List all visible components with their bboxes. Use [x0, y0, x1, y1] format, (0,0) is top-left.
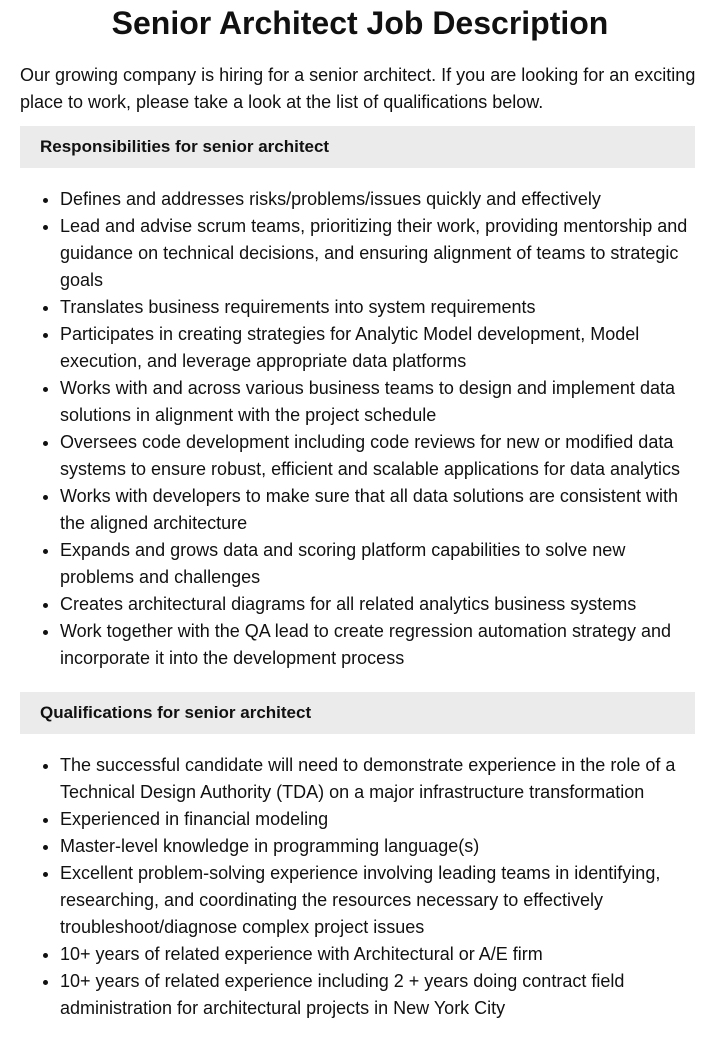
responsibilities-list — [20, 186, 695, 672]
list-item: • Work together with the QA lead to create regression automation strategy and incorporate it into the development process — [60, 618, 695, 672]
list-item: • Defines and addresses risks/problems/issues quickly and effectively — [60, 186, 695, 213]
page-title: Senior Architect Job Description — [111, 5, 609, 41]
list-item: • 10+ years of related experience including 2 + years doing contract field administration for architectural projects in New York City — [60, 968, 695, 1022]
qualifications-list — [20, 752, 695, 1022]
list-item: • Master-level knowledge in programming language(s) — [60, 833, 695, 860]
list-item: • Participates in creating strategies for Analytic Model development, Model execution, and leverage appropriate data platforms — [60, 321, 695, 375]
list-item: • Works with and across various business teams to design and implement data solutions in alignment with the project schedule — [60, 375, 695, 429]
list-item: • Excellent problem-solving experience involving leading teams in identifying, researching, and coordinating the resources necessary to effectively troubleshoot/diagnose complex project issues — [60, 860, 695, 941]
list-item: • Creates architectural diagrams for all related analytics business systems — [60, 591, 695, 618]
list-item: • Lead and advise scrum teams, prioritizing their work, providing mentorship and guidance on technical decisions, and ensuring alignment of teams to strategic goals — [60, 213, 695, 294]
list-item: • Experienced in financial modeling — [60, 806, 695, 833]
list-item: • Translates business requirements into system requirements — [60, 294, 695, 321]
list-item: • 10+ years of related experience with Architectural or A/E firm — [60, 941, 695, 968]
intro-text: Our growing company is hiring for a senior architect. If you are looking for an exciting place to work, please take a look at the list of qualifications below. — [20, 65, 696, 112]
list-item: • Works with developers to make sure that all data solutions are consistent with the aligned architecture — [60, 483, 695, 537]
list-item: • Expands and grows data and scoring platform capabilities to solve new problems and challenges — [60, 537, 695, 591]
list-item: • Oversees code development including code reviews for new or modified data systems to ensure robust, efficient and scalable applications for data analytics — [60, 429, 695, 483]
list-item: • The successful candidate will need to demonstrate experience in the role of a Technical Design Authority (TDA) on a major infrastructure transformation — [60, 752, 695, 806]
responsibilities-heading: Responsibilities for senior architect — [20, 126, 695, 168]
qualifications-heading: Qualifications for senior architect — [20, 692, 695, 734]
